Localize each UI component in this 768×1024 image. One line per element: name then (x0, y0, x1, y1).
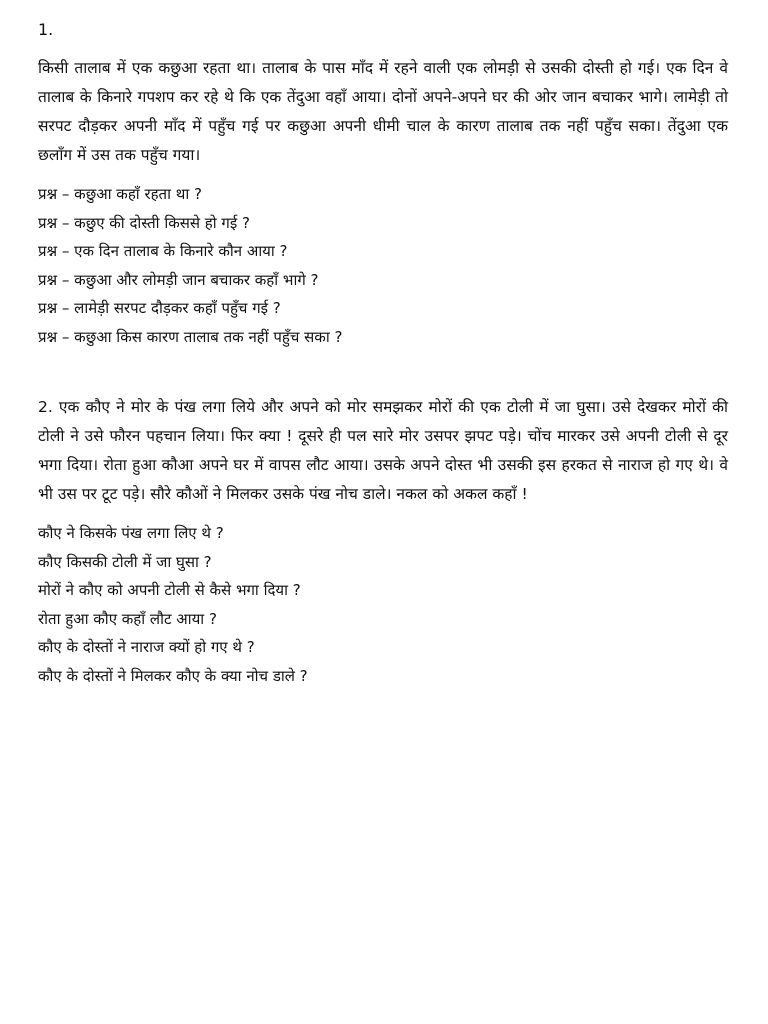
question-2-4: रोता हुआ कौए कहाँ लौट आया ? (38, 609, 217, 628)
question-1-5: प्रश्न – लामेड़ी सरपट दौड़कर कहाँ पहुँच गई ? (38, 299, 281, 317)
section-1 (38, 18, 728, 351)
question-1-3: प्रश्न – एक दिन तालाब के किनारे कौन आया ? (38, 242, 288, 260)
question-1-6: प्रश्न – कछुआ किस कारण तालाब तक नहीं पहुँच सका ? (38, 327, 343, 346)
question-2-5: कौए के दोस्तों ने नाराज क्यों हो गए थे ? (38, 638, 255, 656)
section-2-paragraph: 2. एक कौए ने मोर के पंख लगा लिये और अपने को मोर समझकर मोरों की एक टोली में जा घुसा। उसे देखकर मोरों की टोली ने उसे फौरन पहचान लिया। फिर क्या ! दूसरे ही पल सारे मोर उसपर झपट पड़े। चोंच मारकर उसे अपनी टोली से दूर भगा दिया। रोता हुआ कौआ अपने घर में वापस लौट आया। उसके अपने दोस्त भी उसकी इस हरकत से नाराज हो गए थे। वे भी उस पर टूट पड़े। सौरे कौओं ने मिलकर उसके पंख नोच डाले। नकल को अकल कहाँ ! (38, 398, 728, 503)
question-2-1: कौए ने किसके पंख लगा लिए थे ? (38, 524, 224, 542)
section-1-paragraph: किसी तालाब में एक कछुआ रहता था। तालाब के पास माँद में रहने वाली एक लोमड़ी से उसकी दोस्ती हो गई। एक दिन वे तालाब के किनारे गपशप कर रहे थे कि एक तेंदुआ वहाँ आया। दोनों अपने-अपने घर की ओर जान बचाकर भागे। लामेड़ी तो सरपट दौड़कर अपनी माँद में पहुँच गई पर कछुआ अपनी धीमी चाल के कारण तालाब तक नहीं पहुँच सका। तेंदुआ एक छलाँग में उस तक पहुँच गया। (38, 59, 728, 164)
section-1-number: 1. (38, 20, 54, 39)
section-1-questions (38, 180, 728, 351)
question-1-4: प्रश्न – कछुआ और लोमड़ी जान बचाकर कहाँ भागे ? (38, 270, 319, 289)
question-1-2: प्रश्न – कछुए की दोस्ती किससे हो गई ? (38, 213, 250, 232)
worksheet-page (38, 18, 728, 690)
question-2-3: मोरों ने कौए को अपनी टोली से कैसे भगा दिया ? (38, 581, 301, 599)
question-2-2: कौए किसकी टोली में जा घुसा ? (38, 552, 212, 571)
section-2 (38, 393, 728, 690)
question-2-6: कौए के दोस्तों ने मिलकर कौए के क्या नोच डाले ? (38, 666, 308, 685)
question-1-1: प्रश्न – कछुआ कहाँ रहता था ? (38, 185, 202, 203)
section-2-questions (38, 519, 728, 690)
